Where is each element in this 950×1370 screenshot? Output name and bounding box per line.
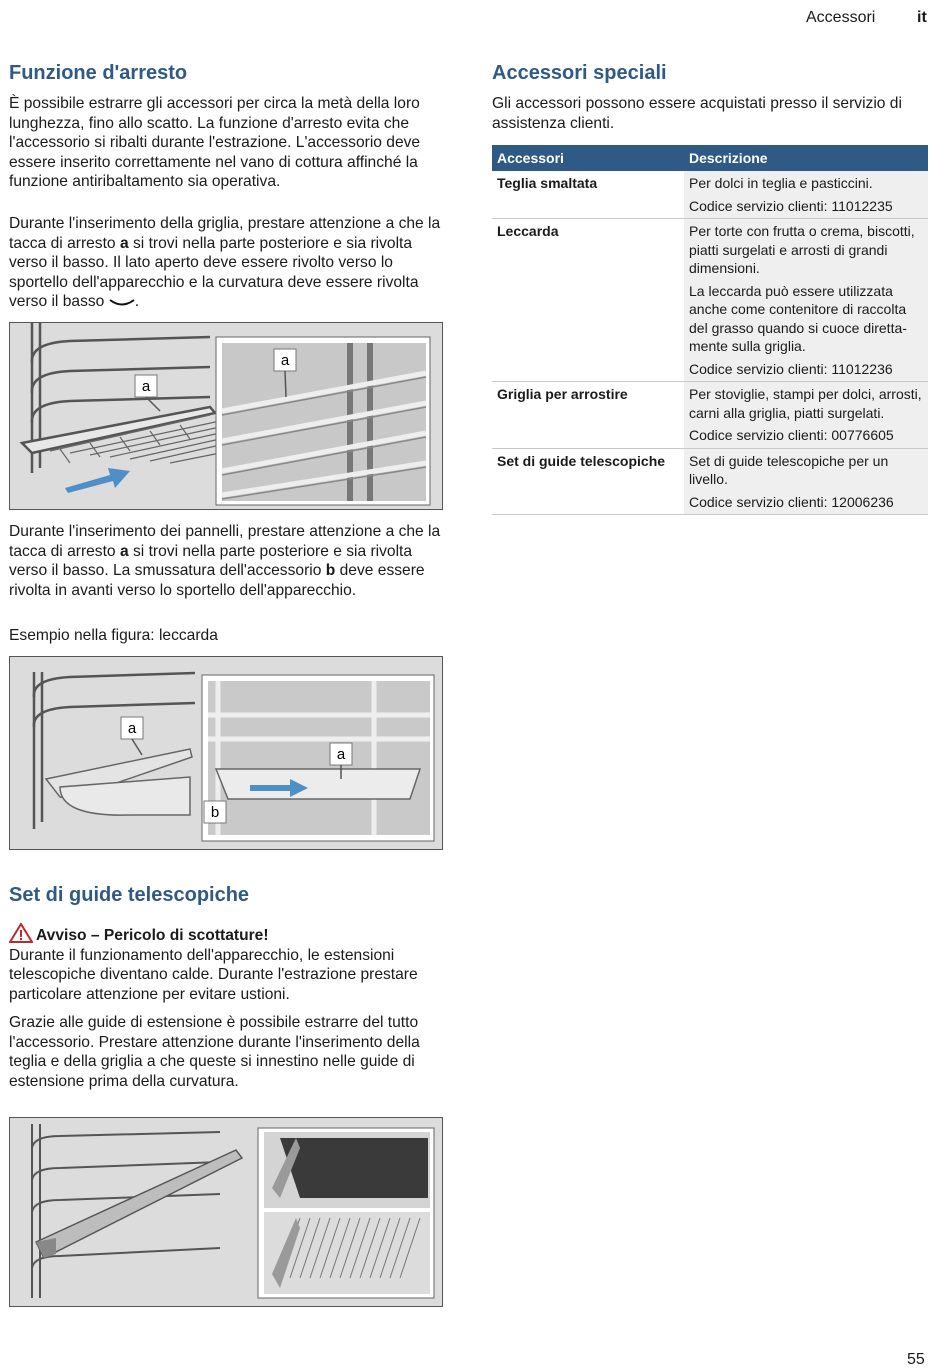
- warning-triangle-icon: [9, 923, 33, 943]
- accessories-table: [492, 145, 928, 515]
- fig2-label-a-right: a: [336, 746, 346, 763]
- column-header-descrizione: Descrizione: [684, 145, 928, 171]
- header-section-title: Accessori: [806, 9, 876, 26]
- accessory-description: [684, 219, 928, 382]
- header-language: it: [917, 9, 927, 26]
- text-run: si trovi nella parte posteriore e sia rivolta verso il basso. Il lato aperto deve essere rivolto verso lo sportello dell'apparecchio e la curvatura deve essere rivolta verso il basso: [9, 234, 419, 310]
- accessory-name: Griglia per arrostire: [492, 382, 684, 449]
- funzione-arresto-heading: Funzione d'arresto: [9, 62, 188, 84]
- curvature-down-icon: [109, 297, 135, 307]
- service-code: Codice servizio clienti: 00776605: [689, 427, 894, 443]
- funzione-arresto-paragraph-1: È possibile estrarre gli accessori per circa la metà della loro lunghezza, fino allo scatto. La funzione d'arresto evita che l'accessorio si ribalti durante l'estrazione. L'accessorio deve essere inserito correttamente nel vano di cottura affinché la funzione antiribaltamento sia operativa.: [9, 95, 421, 190]
- figure-rack-insertion: [9, 322, 443, 510]
- warning-block: [9, 923, 441, 1004]
- column-header-accessori: Accessori: [492, 145, 684, 171]
- warning-text: Durante il funzionamento dell'apparecchio, le estensioni telescopiche diventano calde. Durante l'estrazione prestare particolare attenzione per evitare ustioni.: [9, 946, 418, 1003]
- accessory-name: Teglia smaltata: [492, 171, 684, 219]
- text-run: si trovi nella parte posteriore e sia rivolta verso il basso. La smussatura dell'accessorio: [9, 542, 413, 579]
- service-code: Codice servizio clienti: 12006236: [689, 493, 894, 510]
- description-line: Per torte con frutta o crema, biscotti, piatti surgelati e arrosti di grandi dimensioni.: [689, 223, 915, 276]
- figure-tray-insertion: [9, 656, 443, 850]
- fig2-label-b: b: [210, 804, 220, 821]
- table-row: [492, 448, 928, 515]
- description-line: La leccarda può essere utilizzata anche come contenitore di raccolta del grasso quando si cuoce diretta-mente sulla griglia.: [689, 282, 907, 354]
- accessory-description: [684, 448, 928, 515]
- warning-title: Avviso – Pericolo di scottature!: [36, 927, 269, 944]
- accessory-description: [684, 382, 928, 449]
- service-code: Codice servizio clienti: 11012236: [689, 360, 893, 377]
- table-header-row: [492, 145, 928, 171]
- fig1-label-a-right: a: [280, 352, 290, 369]
- text-run: .: [134, 293, 140, 310]
- service-code: Codice servizio clienti: 11012235: [689, 197, 893, 214]
- accessories-table-wrapper: [492, 145, 928, 515]
- accessory-name: Set di guide telescopiche: [492, 448, 684, 515]
- accessori-speciali-intro: Gli accessori possono essere acquistati presso il servizio di assistenza clienti.: [492, 95, 902, 132]
- page-number: 55: [907, 1351, 925, 1368]
- funzione-arresto-paragraph-2: [9, 214, 441, 312]
- marker-a: a: [119, 542, 129, 560]
- table-row: [492, 219, 928, 382]
- guide-telescopiche-paragraph: Grazie alle guide di estensione è possibile estrarre del tutto l'accessorio. Prestare attenzione durante l'inserimento della teglia e della griglia a che queste si innestino nelle guide di estensione prima della curvatura.: [9, 1014, 420, 1090]
- table-row: [492, 171, 928, 219]
- text-run: Durante l'inserimento dei pannelli, prestare attenzione a che la tacca di arresto: [9, 523, 441, 560]
- figure-telescopic-rails: [9, 1117, 443, 1307]
- table-row: [492, 382, 928, 449]
- fig1-label-a-left: a: [141, 378, 151, 395]
- text-run: Durante l'inserimento della griglia, prestare attenzione a che la tacca di arresto: [9, 215, 441, 252]
- guide-telescopiche-heading: Set di guide telescopiche: [9, 884, 250, 906]
- marker-b: b: [325, 562, 336, 579]
- accessory-description: [684, 171, 928, 219]
- funzione-arresto-example: Esempio nella figura: leccarda: [9, 627, 218, 644]
- accessory-name: Leccarda: [492, 219, 684, 382]
- description-line: Per dolci in teglia e pasticcini.: [689, 175, 873, 191]
- fig2-label-a-left: a: [127, 720, 137, 737]
- marker-a: a: [119, 234, 129, 252]
- accessori-speciali-heading: Accessori speciali: [492, 62, 667, 84]
- funzione-arresto-paragraph-3: [9, 522, 441, 600]
- description-line: Per stoviglie, stampi per dolci, arrosti, carni alla griglia, piatti surgelati.: [689, 386, 922, 421]
- text-run: deve essere rivolta in avanti verso lo sportello dell'apparecchio.: [9, 562, 425, 599]
- description-line: Set di guide telescopiche per un livello.: [689, 452, 889, 487]
